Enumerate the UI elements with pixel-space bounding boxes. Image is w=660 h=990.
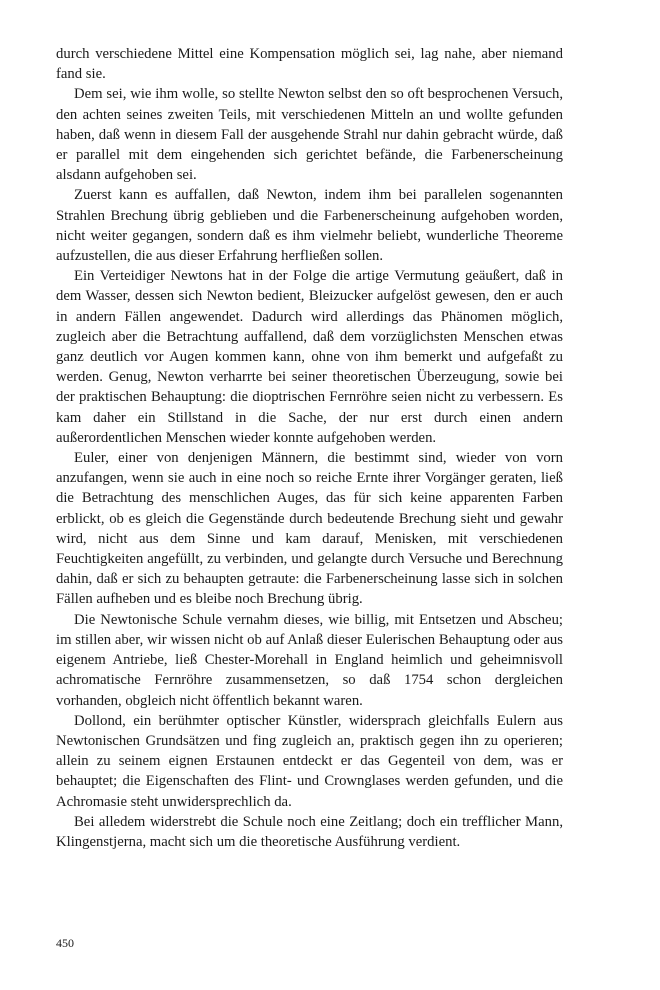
paragraph-newton-experiment: Dem sei, wie ihm wolle, so stellte Newton selbst den so oft besprochenen Versuch, den achten seines zweiten Teils, mit verschiedenen Mitteln an und wollte gefunden haben, daß wenn in diesem Fall der ausgehende Strahl nur dahin gebracht würde, daß er parallel mit dem eingehenden sich gerichtet befände, die Farbenerscheinung alsdann aufgehoben sei. [56,86,563,184]
paragraph-euler: Euler, einer von denjenigen Männern, die bestimmt sind, wieder von vorn anzufangen, wenn sie auch in eine noch so reiche Ernte ihrer Vorgänger geraten, ließ die Betrachtung des menschlichen Auges, das für sich keine apparenten Farben erblickt, ob es gleich die Gegenstände durch bedeutende Brechung sieht und gewahr wird, nicht aus dem Sinne und kam darauf, Menisken, mit verschiedenen Feuchtigkeiten angefüllt, zu verbinden, und gelangte durch Versuche und Berechnung dahin, daß er sich zu behaupten getraute: die Farbenerscheinung lasse sich in solchen Fällen aufheben und es bleibe noch Brechung übrig. [56,450,563,608]
paragraph-continued: durch verschiedene Mittel eine Kompensation möglich sei, lag nahe, aber niemand fand sie. [56,46,563,83]
paragraph-klingenstjerna: Bei alledem widerstrebt die Schule noch eine Zeitlang; doch ein trefflicher Mann, Klingenstjerna, macht sich um die theoretische Ausführung verdient. [56,813,563,850]
paragraph-newtonian-school: Die Newtonische Schule vernahm dieses, wie billig, mit Entsetzen und Abscheu; im stillen aber, wir wissen nicht ob auf Anlaß dieser Eulerischen Behauptung oder aus eigenem Antriebe, ließ Chester-Morehall in England heimlich und geheimnisvoll achromatische Fernröhre zusammensetzen, so daß 1754 schon dergleichen vorhanden, obgleich nicht öffentlich bekannt waren. [56,611,563,709]
paragraph-newton-theorems: Zuerst kann es auffallen, daß Newton, indem ihm bei parallelen sogenannten Strahlen Brechung übrig geblieben und die Farbenerscheinung aufgehoben worden, nicht weiter gegangen, sondern daß es ihm vielmehr beliebt, wunderliche Theoreme aufzustellen, die aus dieser Erfahrung herfließen sollen. [56,187,563,265]
paragraph-defender: Ein Verteidiger Newtons hat in der Folge die artige Vermutung geäußert, daß in dem Wasser, dessen sich Newton bedient, Bleizucker aufgelöst gewesen, den er auch in andern Fällen angewendet. Dadurch wird allerdings das Phänomen möglich, zugleich aber die Betrachtung auffallend, daß dem vorzüglichsten Menschen etwas ganz deutlich vor Augen kommen kann, ohne von ihm bemerkt und aufgefaßt zu werden. Genug, Newton verharrte bei seiner theoretischen Überzeugung, sowie bei der praktischen Behauptung: die dioptrischen Fernröhre seien nicht zu verbessern. Es kam daher ein Stillstand in die Sache, der nur erst durch einen andern außerordentlichen Menschen wieder konnte aufgehoben werden. [56,268,563,446]
page-number: 450 [56,936,74,950]
page-body [56,44,563,852]
paragraph-dollond: Dollond, ein berühmter optischer Künstler, widersprach gleichfalls Eulern aus Newtonischen Grundsätzen und fing zugleich an, praktisch gegen ihn zu operieren; allein zu seinem eignen Erstaunen entdeckt er das Gegenteil von dem, was er behauptet; die Eigenschaften des Flint- und Crownglases werden gefunden, und die Achromasie steht unwidersprechlich da. [56,712,563,810]
